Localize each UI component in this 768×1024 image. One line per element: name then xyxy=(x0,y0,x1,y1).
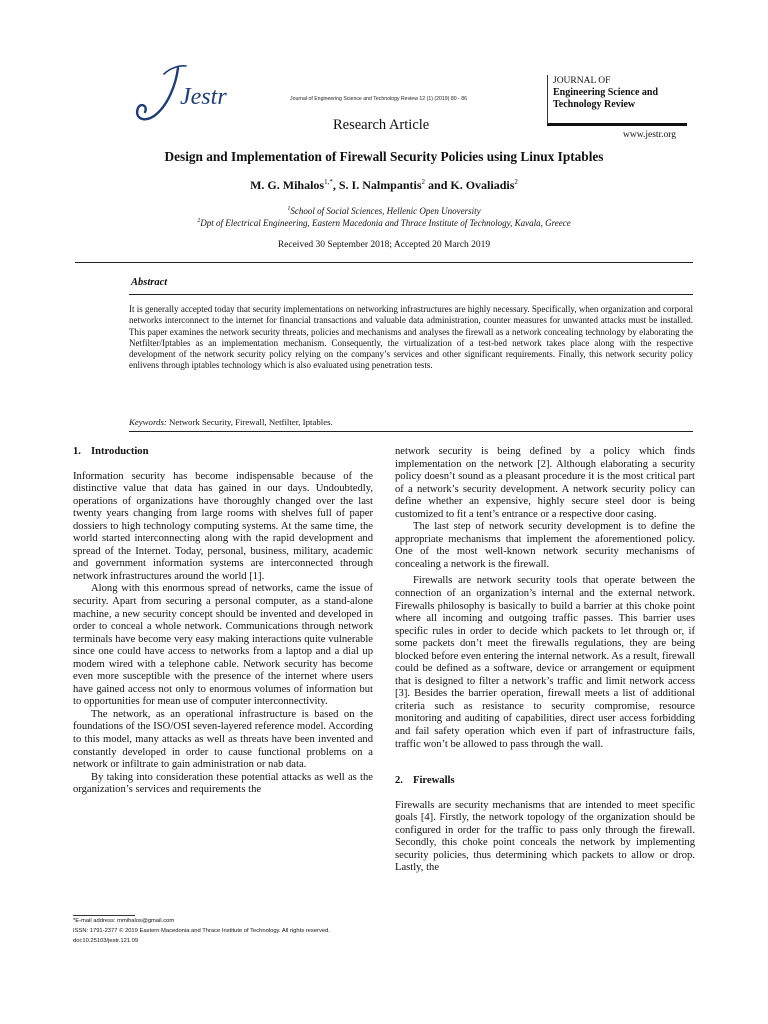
affiliation-text: School of Social Sciences, Hellenic Open Unοversity xyxy=(290,206,481,216)
logo-wordmark: Jestr xyxy=(180,84,227,110)
author-list xyxy=(0,178,768,193)
affiliation-1 xyxy=(0,206,768,216)
keywords-label: Keywords: xyxy=(129,417,167,427)
journal-name-line-3: Technology Review xyxy=(553,99,636,110)
section-title: Firewalls xyxy=(413,775,455,787)
journal-name-line-1: JOURNAL OF xyxy=(553,76,611,86)
affiliation-2 xyxy=(0,218,768,228)
footnotes xyxy=(73,917,330,946)
affiliation-marker: 1 xyxy=(287,206,291,212)
issn-copyright: ISSN: 1791-2377 © 2019 Eastern Macedonia and Thrace Institute of Technology. All rights reserved. xyxy=(73,927,330,934)
left-text-column xyxy=(73,446,373,797)
footnote-rule xyxy=(73,915,135,916)
keywords-line xyxy=(129,417,333,427)
abstract-heading: Abstract xyxy=(131,277,168,288)
author-name: M. G. Mihalos xyxy=(250,178,325,192)
abstract-bottom-rule xyxy=(129,431,693,432)
journal-name-box xyxy=(547,75,687,126)
corresponding-email: *E-mail address: mmihalos@gmail.com xyxy=(73,918,175,924)
abstract-body: It is generally accepted today that security implementations on networking infrastructures are highly necessary. Specifically, when organization and corporal networks interconnect to the internet for financial transactions and valuable data administration, counter measures for unwanted attacks must be installed. This paper examines the network security threats, policies and mechanisms and analyses the firewall as a network concealing technology by elaborating the Netfilter/Iptables as an implementation mechanism. Consequently, the virtualization of a test-bed network takes place along with the respective development of the network security policy relying on the company’s services and other significant requirements. Finally, this network security policy enlivens through iptables technology which is also evaluated using penetration tests. xyxy=(129,304,693,371)
author-separator: , xyxy=(332,178,339,192)
body-paragraph: network security is being defined by a policy which finds implementation on the network [2]. Although elaborating a security policy doesn’t sound as a pleasant procedure it is the most critical part of a network’s security development. A network security policy can define whether an expensive, highly secure steel door is being customized to fit a tent’s entrance or a respective door casing. xyxy=(395,446,695,520)
author-name: S. I. Nalmpantis xyxy=(338,178,422,192)
header-divider xyxy=(75,262,693,263)
keywords-list: Network Security, Firewall, Netfilter, Iptables. xyxy=(166,417,333,427)
section-heading-firewalls xyxy=(395,775,695,788)
journal-citation-line: Journal of Engineering Science and Technology Review 12 (1) (2019) 80 - 86 xyxy=(290,96,467,102)
author-affiliation-marker: 2 xyxy=(514,178,518,186)
paper-title: Design and Implementation of Firewall Security Policies using Linux Iptables xyxy=(164,149,604,164)
author-affiliation-marker: 2 xyxy=(421,178,426,186)
body-paragraph: Firewalls are security mechanisms that are intended to meet specific goals [4]. Firstly, the network topology of the organization should be configured in order for the traffic to pass only through the firewall. Secondly, this choke point conceals the network by implementing security policies, thus determining which packets to allow or drop. Lastly, the xyxy=(395,799,695,874)
body-paragraph: The network, as an operational infrastructure is based on the foundations of the ISO/OSI seven-layered reference model. According to this model, many attacks as well as threats have been invented and constantly developed in order to cause functional problems on a network or infiltrate to gain administration or nab data. xyxy=(73,708,373,771)
received-dates: Received 30 September 2018; Accepted 20 March 2019 xyxy=(277,240,491,250)
journal-logo xyxy=(128,62,258,130)
doi-link[interactable]: doi:10.25103/jestr.121.09 xyxy=(73,937,139,944)
article-type: Research Article xyxy=(333,117,430,133)
section-number: 1. xyxy=(73,446,81,457)
author-separator: and xyxy=(425,178,451,192)
jestr-logo-graphic xyxy=(128,62,258,130)
right-text-column xyxy=(395,446,695,875)
journal-website-link[interactable]: www.jestr.org xyxy=(623,130,677,140)
journal-name-line-2: Engineering Science and xyxy=(553,87,659,98)
body-paragraph: Along with this enormous spread of networks, came the issue of security. Apart from securing a personal computer, as a stand-alone machine, a new security concept should be invented and developed in order to conceal a whole network. Communications through network terminals have become very easy making interactions quite vulnerable since one could have access to networks from a laptop and a dial up modem wired with a telephone cable. Network security has become even more susceptible with the presence of the internet where users have gained access not only to enormous volumes of information but to opportunities for mean use of computer interconnectivity. xyxy=(73,583,373,708)
section-heading-introduction xyxy=(73,446,373,459)
affiliation-text: Dpt of Electrical Engineering, Eastern Macedonia and Thrace Institute of Technology, Kavala, Greece xyxy=(200,218,571,228)
section-title: Introduction xyxy=(91,446,149,457)
body-paragraph: Information security has become indispensable because of the distinctive value that data has gained in our days. Undoubtedly, operations of organizations have thoroughly changed over the last twenty years changing from large rooms with shelves full of paper dossiers to high technology computing systems. At the same time, the world started interconnecting along with the rapid development and spread of the Internet. Today, personal, business, military, academic and government information systems are interconnected through network infrastructures around the world [1]. xyxy=(73,470,373,582)
section-number: 2. xyxy=(395,775,403,787)
affiliation-marker: 2 xyxy=(197,218,201,224)
author-name: K. Ovaliadis xyxy=(450,178,515,192)
body-paragraph: The last step of network security development is to define the appropriate mechanisms that implement the aforementioned policy. One of the most well-known network security mechanisms of concealing a network is the firewall. xyxy=(395,521,695,570)
body-paragraph: By taking into consideration these potential attacks as well as the organization’s services and requirements the xyxy=(73,771,373,796)
abstract-top-rule xyxy=(129,294,693,295)
author-affiliation-marker: 1,* xyxy=(324,178,333,186)
body-paragraph: Firewalls are network security tools that operate between the connection of an organization’s internal and the external network. Firewalls philosophy is basically to build a barrier at this choke point where all incoming and outgoing traffic passes. This barrier uses specific rules in order to decide which packets to let through or, if some packets don’t meet the firewalls regulations, they are being blocked before even entering the internal network. As a result, firewall could be defined as a software, device or arrangement or equipment that is designed to filter a network’s traffic and limit network access [3]. Besides the barrier operation, firewall meets a list of additional criteria such as resistance to security compromise, resource monitoring and auditing of capabilities, direct user access forbidding and fail safety operation which even if part of infrastructure fails, traffic won’t be allowed to pass through the wall. xyxy=(395,575,695,750)
